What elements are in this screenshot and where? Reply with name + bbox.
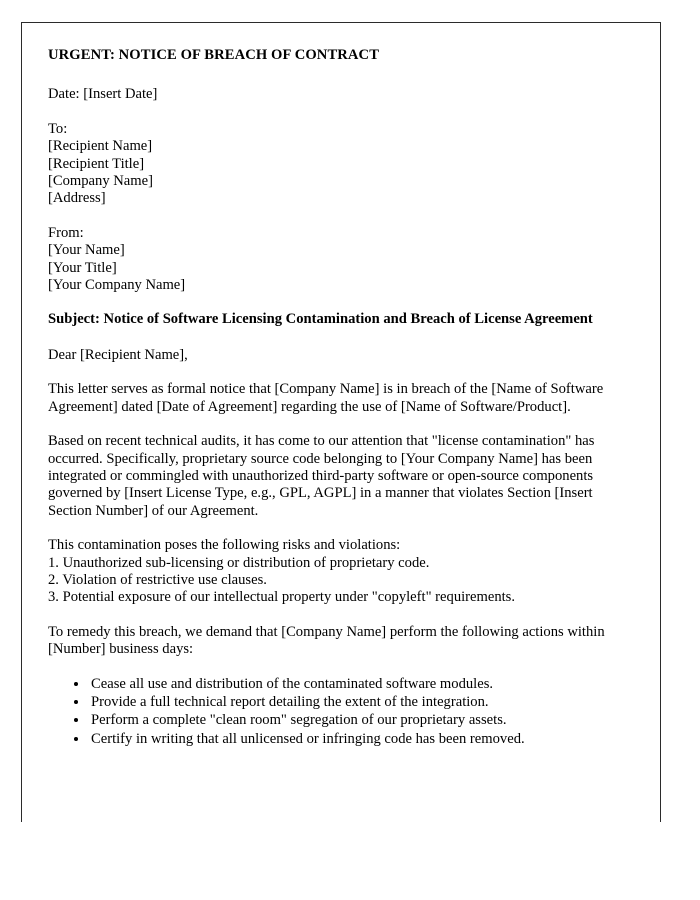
list-item: • Certify in writing that all unlicensed or infringing code has been removed. (89, 731, 634, 748)
recipient-address: [Address] (48, 190, 106, 207)
document-heading: URGENT: NOTICE OF BREACH OF CONTRACT (48, 47, 380, 63)
recipient-company: [Company Name] (48, 173, 153, 190)
required-actions-list (48, 676, 634, 749)
risk-item-1: 1. Unauthorized sub-licensing or distribution of proprietary code. (48, 554, 430, 571)
paragraph-formal-notice: This letter serves as formal notice that [Company Name] is in breach of the [Name of Software Agreement] dated [Date of Agreement] regarding the use of [Name of Software/Product]. (48, 381, 604, 415)
sender-company: [Your Company Name] (48, 277, 186, 294)
subject-line: Subject: Notice of Software Licensing Contamination and Breach of License Agreement (48, 311, 593, 328)
list-item: • Provide a full technical report detailing the extent of the integration. (89, 694, 634, 711)
date-line: Date: [Insert Date] (48, 86, 158, 103)
sender-name: [Your Name] (48, 242, 125, 259)
list-item: • Perform a complete "clean room" segregation of our proprietary assets. (89, 712, 634, 729)
paragraph-remedy-demand: To remedy this breach, we demand that [Company Name] perform the following actions within [Number] business days: (48, 623, 605, 658)
risk-item-2: 2. Violation of restrictive use clauses. (48, 571, 267, 588)
recipient-label: To: (48, 120, 68, 137)
sender-label: From: (48, 224, 84, 241)
paragraph-technical-audit: Based on recent technical audits, it has come to our attention that "license contamination" has occurred. Specifically, proprietary source code belonging to [Your Company Name] has been integrated or commingled with unauthorized third-party software or open-source components governed by [Insert License Type, e.g., GPL, AGPL] in a manner that violates Section [Insert Section Number] of our Agreement. (48, 433, 595, 519)
list-item: • Cease all use and distribution of the contaminated software modules. (89, 676, 634, 693)
risk-item-3: 3. Potential exposure of our intellectual property under "copyleft" requirements. (48, 589, 516, 606)
sender-block (48, 225, 634, 295)
document-body (22, 23, 660, 748)
recipient-block (48, 121, 634, 208)
recipient-name: [Recipient Name] (48, 138, 153, 155)
recipient-title: [Recipient Title] (48, 155, 145, 172)
risks-intro: This contamination poses the following risks and violations: (48, 537, 401, 554)
risks-section (48, 537, 634, 607)
salutation: Dear [Recipient Name], (48, 346, 188, 363)
sender-title: [Your Title] (48, 259, 117, 276)
document-page (21, 22, 661, 822)
